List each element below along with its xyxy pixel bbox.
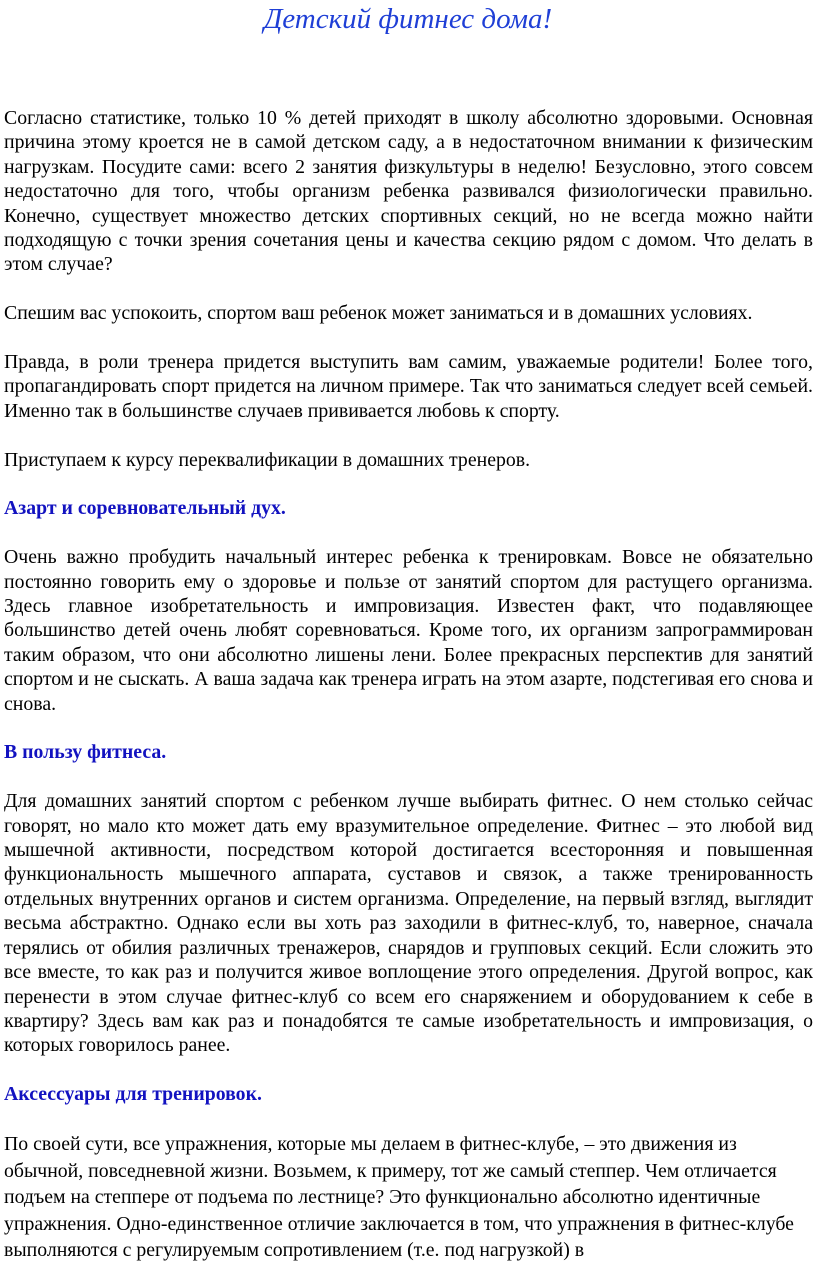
document-title: Детский фитнес дома! (263, 3, 553, 35)
paragraph-competition: Очень важно пробудить начальный интерес ребенка к тренировкам. Вовсе не обязательно постоянно говорить ему о здоровье и пользе от занятий спортом для растущего организма. Здесь главное изобретательность и импровизация. Известен факт, что подавляющее большинство детей очень любят соревноваться. Кроме того, их организм запрограммирован таким образом, что они абсолютно лишены лени. Более прекрасных перспектив для занятий спортом и не сыскать. А ваша задача как тренера играть на этом азарте, подстегивая его снова и снова. (4, 546, 813, 715)
heading-fitness: В пользу фитнеса. (4, 741, 167, 764)
paragraph-fitness: Для домашних занятий спортом с ребенком лучше выбирать фитнес. О нем столько сейчас говорят, но мало кто может дать ему вразумительное определение. Фитнес – это любой вид мышечной активности, посредством которой достигается всесторонняя и повышенная функциональность мышечного аппарата, суставов и связок, а также тренированность отдельных внутренних органов и систем организма. Определение, на первый взгляд, выглядит весьма абстрактно. Однако если вы хоть раз заходили в фитнес-клуб, то, наверное, сначала терялись от обилия различных тренажеров, снарядов и групповых секций. Если сложить это все вместе, то как раз и получится живое воплощение этого определения. Другой вопрос, как перенести в этом случае фитнес-клуб со всем его снаряжением и оборудованием к себе в квартиру? Здесь вам как раз и понадобятся те самые изобретательность и импровизация, о которых говорилось ранее. (4, 790, 813, 1057)
paragraph-reassurance: Спешим вас успокоить, спортом ваш ребенок может заниматься и в домашних условиях. (4, 302, 753, 325)
document-body (4, 106, 813, 1264)
heading-accessories: Аксессуары для тренировок. (4, 1083, 262, 1106)
paragraph-parents-role: Правда, в роли тренера придется выступить вам самим, уважаемые родители! Более того, пропагандировать спорт придется на личном примере. Так что заниматься следует всей семьей. Именно так в большинстве случаев прививается любовь к спорту. (4, 351, 813, 422)
heading-competition: Азарт и соревновательный дух. (4, 497, 286, 520)
paragraph-course-intro: Приступаем к курсу переквалификации в домашних тренеров. (4, 448, 531, 471)
paragraph-statistics: Согласно статистике, только 10 % детей приходят в школу абсолютно здоровыми. Основная причина этому кроется не в самой детском саду, а в недостаточном внимании к физическим нагрузкам. Посудите сами: всего 2 занятия физкультуры в неделю! Безусловно, этого совсем недостаточно для того, чтобы организм ребенка развивался физиологически правильно. Конечно, существует множество детских спортивных секций, но не всегда можно найти подходящую с точки зрения сочетания цены и качества секцию рядом с домом. Что делать в этом случае? (4, 107, 813, 276)
paragraph-accessories: По своей сути, все упражнения, которые мы делаем в фитнес-клубе, – это движения из обычной, повседневной жизни. Возьмем, к примеру, тот же самый степпер. Чем отличается подъем на степпере от подъема по лестнице? Это функционально абсолютно идентичные упражнения. Одно-единственное отличие заключается в том, что упражнения в фитнес-клубе выполняются с регулируемым сопротивлением (т.е. под нагрузкой) в (4, 1132, 794, 1262)
